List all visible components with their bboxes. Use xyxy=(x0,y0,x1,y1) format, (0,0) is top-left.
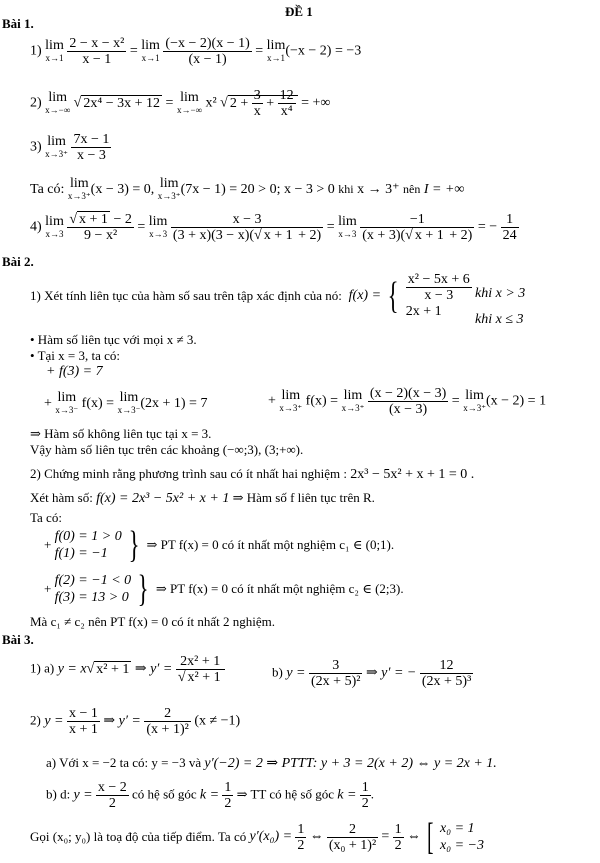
bai2-q2: 2) Chứng minh rằng phương trình sau có ít nhất hai nghiệm : 2x³ − 5x² + x + 1 = 0 . xyxy=(30,466,475,482)
bai2-system1: + f(0) = 1 > 0 f(1) = −1 } ⇒ PT f(x) = 0 có ít nhất một nghiệm c₁ ∈ (0;1). xyxy=(44,524,395,566)
bai2-khi2: khi x ≤ 3 xyxy=(475,312,524,327)
bai3-2: 2) y = $\frac{x - 1}{x + 1}$ ⇒ y′ = $\frac{2}{\text{(x + 1)²}}$ (x ≠ −1) xyxy=(30,706,241,737)
bai2-conclusion: Mà c₁ ≠ c₂ nên PT f(x) = 0 có ít nhất 2 nghiệm. xyxy=(30,614,275,629)
page-title: ĐỀ 1 xyxy=(285,4,313,19)
bai2-heading: Bài 2. xyxy=(2,254,34,269)
bai3-goi: Gọi (x₀; y₀) là toạ độ của tiếp điểm. Ta có y′(x₀) = $\frac{1}{2}$ ⇔ $\frac{2}{\text{(x₀ + 1)²}}$ = $\frac{1}{2}$ ⇔ [ x₀ = 1 x₀ = −3 xyxy=(30,816,484,858)
bai1-part2: 2) lim x→−∞ √ 2x⁴ − 3x + 12 = lim x→−∞ x² √ 2 + $\frac{3}{x}$ + $\frac{12}{\text{x⁴}}$ = +∞ xyxy=(30,88,331,119)
bai2-b2: • Tại x = 3, ta có: xyxy=(30,348,120,363)
bai2-notcont: ⇒ Hàm số không liên tục tại x = 3. xyxy=(30,426,212,441)
bai1-part4: 4) lim x→3 $\frac{√ x + 1 - 2}{\text{9 − x²}}$ = lim x→3 $\frac{x - 3}{(3 + x)(3 - x)(√ x + 1 + 2)}$ = lim x→3 $\frac{-1}{(x + 3)(√ x + 1 + 2)}$ = − $\frac{1}{24}$ xyxy=(30,212,517,243)
bai3-a: a) Với x = −2 ta có: y = −3 và y′(−2) = 2 ⇒ PTTT: y + 3 = 2(x + 2) ⇔ y = 2x + 1. xyxy=(46,755,497,771)
bai1-part1: 1) lim x→1 $\frac{\text{2 − x − x²}}{x - 1}$ = lim x→1 $\frac{(-x - 2)(x - 1)}{(x - 1)}$ = lim x→1 (−x − 2) = −3 xyxy=(30,36,362,67)
bai3-1b: b) y = $\frac{3}{\text{(2x + 5)²}}$ ⇒ y′ = − $\frac{12}{\text{(2x + 5)³}}$ xyxy=(272,658,472,689)
bai2-f3: + f(3) = 7 xyxy=(46,364,103,379)
bai3-1a: 1) a) y = x√ x² + 1 ⇒ y′ = $\frac{\text{2x² + 1}}{\text{√ x² + 1}}$ xyxy=(30,654,225,685)
bai2-khi1: khi x > 3 xyxy=(475,286,526,301)
bai3-b: b) d: y = $\frac{x - 2}{2}$ có hệ số góc k = $\frac{1}{2}$ ⇒ TT có hệ số góc k = $\frac{1}{2}$ . xyxy=(46,780,374,811)
bai1-part3-reason: Ta có: lim x→3⁺ (x − 3) = 0, lim x→3⁺ (7x − 1) = 20 > 0; x − 3 > 0 khi x → 3⁺ nên I = +∞ xyxy=(30,176,465,201)
bai2-system2: + f(2) = −1 < 0 f(3) = 13 > 0 } ⇒ PT f(x) = 0 có ít nhất một nghiệm c₂ ∈ (2;3). xyxy=(44,568,404,610)
bai2-q1: 1) Xét tính liên tục của hàm số sau trên tập xác định của nó: f(x) = { x² − 5x + 6 x − 3 2x + 1 xyxy=(30,272,470,319)
bai1-heading: Bài 1. xyxy=(2,16,34,31)
bai1-part3: 3) lim x→3⁺ $\frac{7x - 1}{x - 3}$ xyxy=(30,132,110,163)
bai2-leftlim: + lim x→3⁻ f(x) = lim x→3⁻ (2x + 1) = 7 xyxy=(44,390,208,415)
bai2-rightlim: + lim x→3⁺ f(x) = lim x→3⁺ $\frac{(x - 2)(x - 3)}{(x - 3)}$ = lim x→3⁺ (x − 2) = 1 xyxy=(268,386,547,417)
bai2-xet: Xét hàm số: f(x) = 2x³ − 5x² + x + 1 ⇒ Hàm số f liên tục trên R. xyxy=(30,490,375,506)
bai2-intervals: Vậy hàm số liên tục trên các khoảng (−∞;3), (3;+∞). xyxy=(30,442,304,457)
bai2-taco: Ta có: xyxy=(30,510,62,525)
bai3-heading: Bài 3. xyxy=(2,632,34,647)
bai2-b1: • Hàm số liên tục với mọi x ≠ 3. xyxy=(30,332,197,347)
